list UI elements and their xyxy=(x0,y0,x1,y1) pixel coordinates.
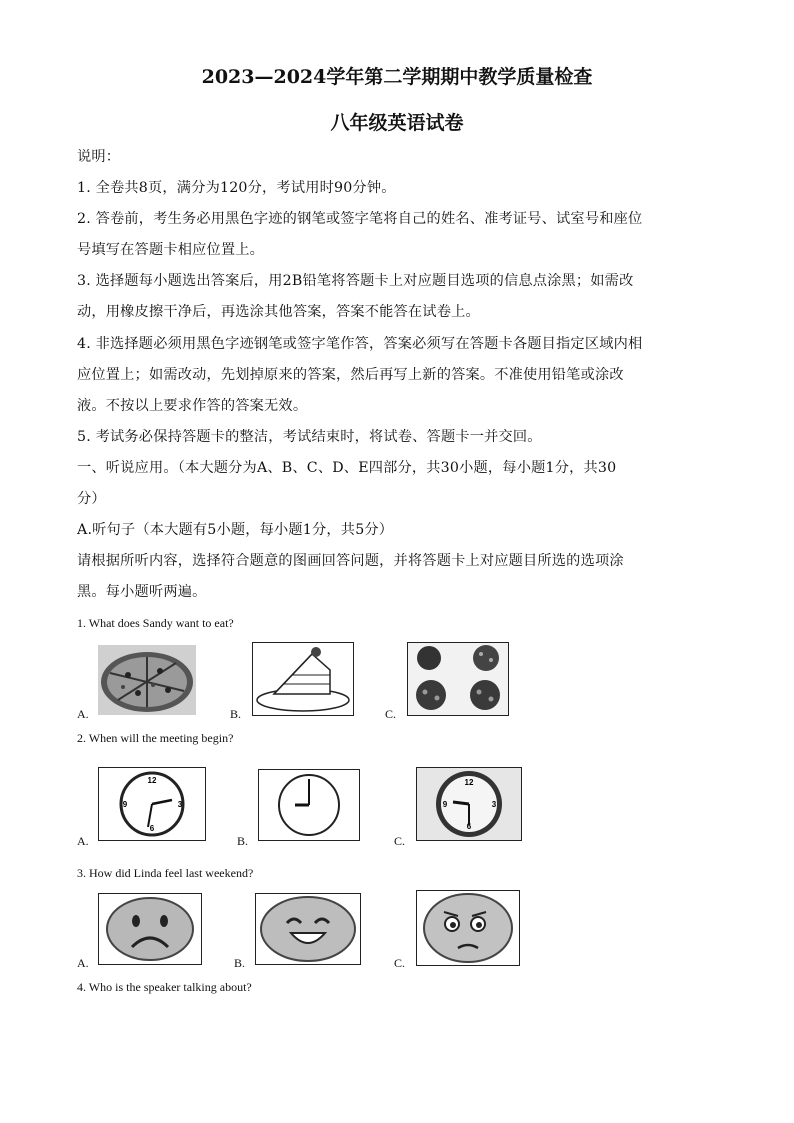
option-label: A. xyxy=(77,834,89,848)
question-2-text: 2. When will the meeting begin? xyxy=(77,731,234,745)
option-label: B. xyxy=(234,956,246,970)
worried-face-image xyxy=(416,890,520,966)
instruction-line: 2. 答卷前，考生务必用黑色字迹的钢笔或签字笔将自己的姓名、准考证号、试室号和座位 xyxy=(77,211,643,227)
instruction-line: 液。不按以上要求作答的答案无效。 xyxy=(77,398,308,414)
instruction-line: 应位置上；如需改动，先划掉原来的答案，然后再写上新的答案。不准使用铅笔或涂改 xyxy=(77,367,624,383)
option-label: B. xyxy=(230,707,242,721)
clock-image xyxy=(98,767,206,841)
svg-text:6: 6 xyxy=(466,822,472,831)
svg-text:12: 12 xyxy=(464,778,474,787)
cake-image xyxy=(252,642,354,716)
section-heading: 一、听说应用。（本大题分为A、B、C、D、E四部分，共30小题，每小题1分，共30 xyxy=(77,460,617,476)
option-label: A. xyxy=(77,956,89,970)
question-1-text: 1. What does Sandy want to eat? xyxy=(77,616,234,630)
instruction-line: 5. 考试务必保持答题卡的整洁，考试结束时，将试卷、答题卡一并交回。 xyxy=(77,429,542,445)
question-4-text: 4. Who is the speaker talking about? xyxy=(77,980,252,994)
clock-image xyxy=(416,767,522,841)
pizza-image xyxy=(98,645,196,715)
sad-face-image xyxy=(98,893,202,965)
happy-face-image xyxy=(255,893,361,965)
instructions-label: 说明： xyxy=(77,149,121,165)
section-heading: 分） xyxy=(77,491,106,507)
option-label: C. xyxy=(385,707,397,721)
svg-text:9: 9 xyxy=(122,800,128,809)
question-3-text: 3. How did Linda feel last weekend? xyxy=(77,866,254,880)
exam-title: 2023—2024学年第二学期期中教学质量检查 xyxy=(201,66,593,88)
svg-text:3: 3 xyxy=(177,800,183,809)
clock-image xyxy=(258,769,360,841)
instruction-line: 号填写在答题卡相应位置上。 xyxy=(77,242,265,258)
instruction-line: 动，用橡皮擦干净后，再选涂其他答案，答案不能答在试卷上。 xyxy=(77,304,480,320)
instruction-line: 3. 选择题每小题选出答案后，用2B铅笔将答题卡上对应题目选项的信息点涂黑；如需改 xyxy=(77,273,634,289)
svg-text:9: 9 xyxy=(442,800,448,809)
svg-text:6: 6 xyxy=(149,824,155,833)
directions-line: 黑。每小题听两遍。 xyxy=(77,584,207,600)
option-label: A. xyxy=(77,707,89,721)
svg-text:12: 12 xyxy=(147,776,157,785)
exam-subtitle: 八年级英语试卷 xyxy=(330,112,464,134)
directions-line: 请根据所听内容，选择符合题意的图画回答问题，并将答题卡上对应题目所选的选项涂 xyxy=(77,553,624,569)
instruction-line: 4. 非选择题必须用黑色字迹钢笔或签字笔作答，答案必须写在答题卡各题目指定区域内相 xyxy=(77,336,643,352)
part-a-heading: A.听句子（本大题有5小题，每小题1分，共5分） xyxy=(77,522,394,538)
svg-text:3: 3 xyxy=(491,800,497,809)
option-label: C. xyxy=(394,956,406,970)
instruction-line: 1. 全卷共8页，满分为120分，考试用时90分钟。 xyxy=(77,180,396,196)
option-label: C. xyxy=(394,834,406,848)
option-label: B. xyxy=(237,834,249,848)
cookies-image xyxy=(407,642,509,716)
